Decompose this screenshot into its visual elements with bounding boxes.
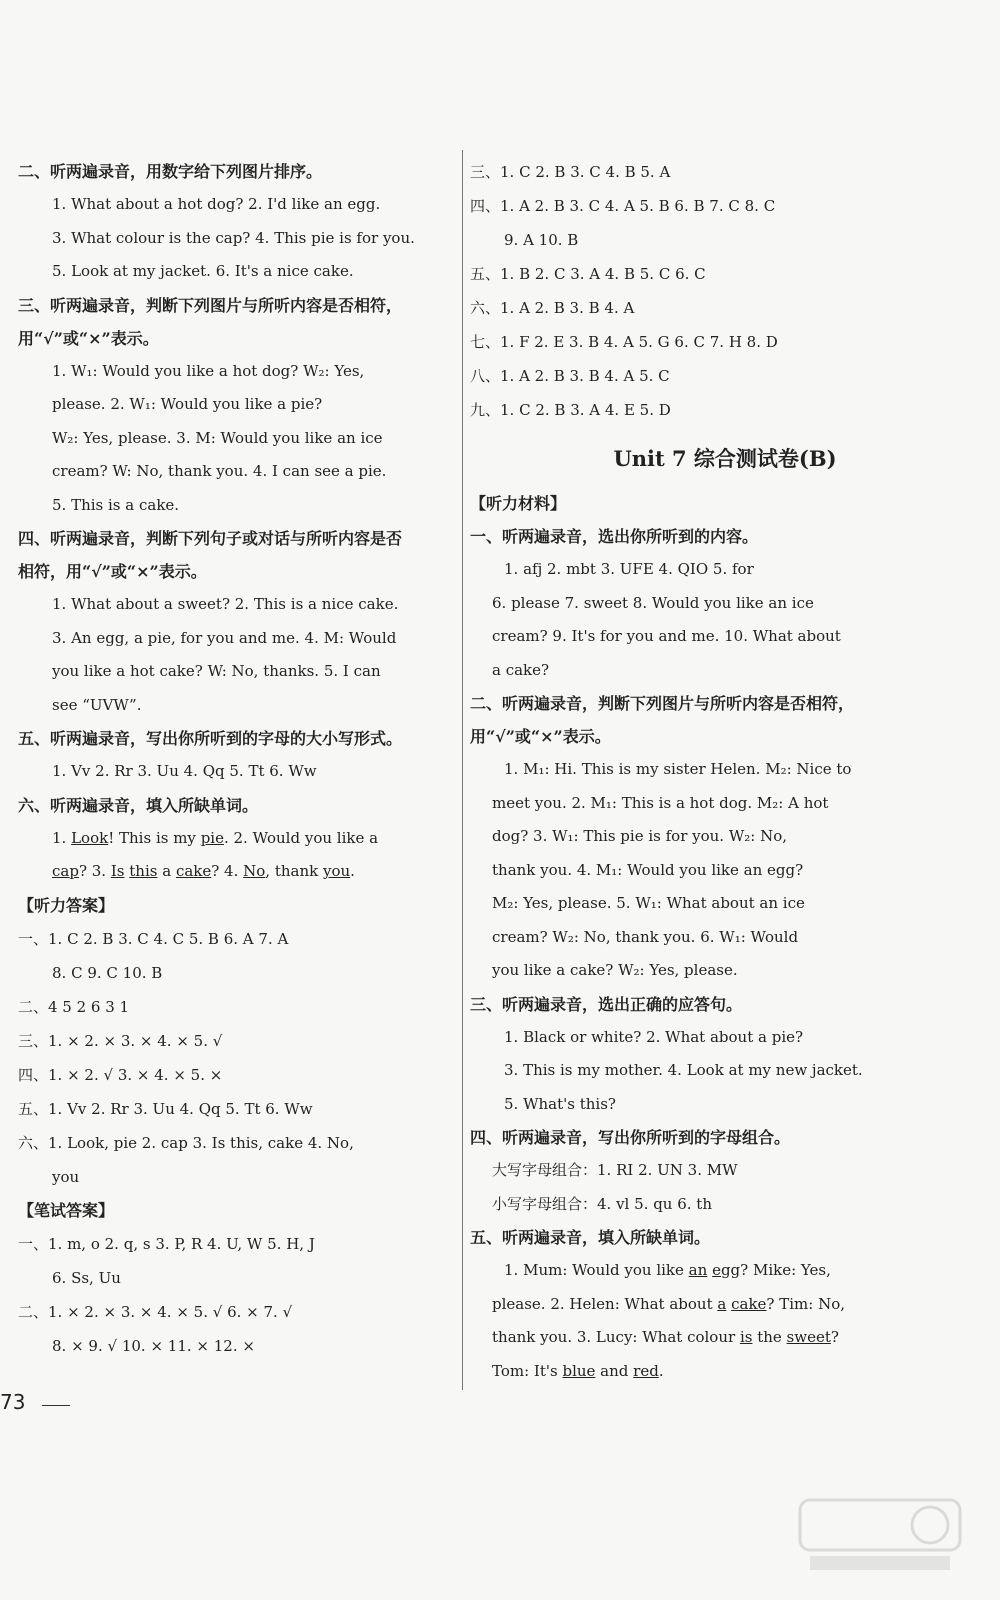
watermark-logo [790,1490,970,1580]
text-fragment: the [752,1328,787,1346]
text-line: you like a cake? W₂: Yes, please. [492,961,738,979]
fill-blank-line [470,1288,980,1322]
text-line: 1. What about a hot dog? 2. I'd like an egg. [52,195,381,213]
filled-word: an [688,1261,708,1279]
text-line: 大写字母组合：1. RI 2. UN 3. MW [492,1161,738,1179]
section-title: 二、听两遍录音，判断下列图片与所听内容是否相符， [470,694,855,713]
text-line: 1. M₁: Hi. This is my sister Helen. M₂: Nice to [504,760,852,778]
section-title: 三、听两遍录音，选出正确的应答句。 [470,994,743,1014]
text-line: meet you. 2. M₁: This is a hot dog. M₂: A hot [492,793,829,812]
section-title: 六、听两遍录音，填入所缺单词。 [18,795,259,815]
answer-line: 6. Ss, Uu [52,1268,121,1287]
answer-line: 六、1. Look, pie 2. cap 3. Is this, cake 4. No, [18,1133,354,1152]
text-line: thank you. 4. M₁: Would you like an egg? [492,860,804,879]
fill-blank-line [18,822,458,856]
fill-blank-line: cap? 3. Is this a cake? 4. No, thank you. [52,862,355,880]
section-title: 【听力答案】 [18,895,115,915]
text-line: you like a hot cake? W: No, thanks. 5. I can [52,662,381,680]
answer-line: 四、1. × 2. √ 3. × 4. × 5. × [18,1065,223,1084]
filled-word: is [739,1328,753,1346]
answer-line: 8. × 9. √ 10. × 11. × 12. × [52,1336,255,1355]
answer-line: 六、1. A 2. B 3. B 4. A [470,299,635,317]
section-title: 五、听两遍录音，写出你所听到的字母的大小写形式。 [18,729,403,748]
text-fragment: ! This is my [108,828,201,847]
text-fragment: please. 2. Helen: What about [492,1294,718,1313]
text-fragment: . 2. Would you like a [223,828,379,847]
text-line: 1. Black or white? 2. What about a pie? [504,1027,804,1046]
filled-word: pie [200,828,224,847]
filled-word: a [717,1294,727,1313]
unit-title: Unit 7 综合测试卷(B) [613,446,837,471]
filled-word: cake [731,1294,767,1313]
section-title: 四、听两遍录音，写出你所听到的字母组合。 [470,1128,791,1147]
text-fragment: a [162,862,176,880]
left-column [18,155,458,1363]
filled-word: blue [562,1361,596,1380]
text-line: a cake? [492,660,550,679]
answer-line: 一、1. m, o 2. q, s 3. P, R 4. U, W 5. H, J [18,1234,315,1253]
text-line: 6. please 7. sweet 8. Would you like an ice [492,593,814,612]
text-line: 5. What's this? [504,1094,616,1113]
answer-line: 八、1. A 2. B 3. B 4. A 5. C [470,367,670,385]
filled-word: Is [110,862,125,880]
text-line: see “UVW”. [52,695,142,714]
filled-word: No [243,862,266,880]
filled-word: Look [71,828,109,847]
text-fragment: ? 4. [211,862,244,880]
text-fragment: ? Tim: No, [766,1294,846,1313]
answer-line: 三、1. × 2. × 3. × 4. × 5. √ [18,1031,223,1050]
text-line: 1. Vv 2. Rr 3. Uu 4. Qq 5. Tt 6. Ww [52,762,317,780]
section-title: 用“√”或“×”表示。 [18,328,159,348]
page-number: 73 [0,1390,26,1414]
answer-line: 9. A 10. B [504,231,579,249]
text-line: 小写字母组合：4. vl 5. qu 6. th [492,1194,712,1213]
answer-line: you [52,1167,80,1186]
fill-blank-line [470,1355,980,1389]
answer-line: 七、1. F 2. E 3. B 4. A 5. G 6. C 7. H 8. D [470,333,778,351]
filled-word: cap [52,862,79,880]
answer-line: 一、1. C 2. B 3. C 4. C 5. B 6. A 7. A [18,929,289,948]
text-line: 3. What colour is the cap? 4. This pie is for you. [52,228,415,247]
fill-blank-line [470,1321,980,1355]
right-column [470,155,980,1388]
section-title: 【笔试答案】 [18,1200,115,1220]
text-line: 3. This is my mother. 4. Look at my new jacket. [504,1061,863,1079]
text-line: W₂: Yes, please. 3. M: Would you like an ice [52,428,383,447]
text-fragment: ? [830,1328,839,1346]
text-fragment: 1. Mum: Would you like [504,1261,689,1279]
section-title: 用“√”或“×”表示。 [470,727,611,746]
text-line: 3. An egg, a pie, for you and me. 4. M: Would [52,628,397,647]
text-line: cream? W: No, thank you. 4. I can see a pie. [52,462,387,480]
column-divider [462,150,463,1390]
page-number-rule [42,1405,70,1406]
fill-blank-line [470,1254,980,1288]
text-line: 1. afj 2. mbt 3. UFE 4. QIO 5. for [504,560,754,578]
answer-line: 二、1. × 2. × 3. × 4. × 5. √ 6. × 7. √ [18,1302,293,1321]
text-line: please. 2. W₁: Would you like a pie? [52,395,323,413]
text-line: cream? 9. It's for you and me. 10. What about [492,627,841,645]
text-fragment: 1. [52,828,72,847]
section-title: 相符，用“√”或“×”表示。 [18,562,207,581]
text-line: 5. This is a cake. [52,495,180,514]
answer-line: 四、1. A 2. B 3. C 4. A 5. B 6. B 7. C 8. C [470,197,776,215]
answer-line: 8. C 9. C 10. B [52,963,163,982]
text-line: M₂: Yes, please. 5. W₁: What about an ice [492,894,805,912]
answer-line: 九、1. C 2. B 3. A 4. E 5. D [470,401,671,419]
text-fragment: . [658,1361,664,1380]
text-fragment: and [595,1361,634,1380]
text-line: 5. Look at my jacket. 6. It's a nice cake. [52,262,354,280]
text-fragment: ? 3. [78,862,111,880]
section-title: 一、听两遍录音，选出你所听到的内容。 [470,527,759,546]
text-line: dog? 3. W₁: This pie is for you. W₂: No, [492,827,788,845]
section-title: 【听力材料】 [470,494,567,513]
text-fragment: ? Mike: Yes, [740,1261,831,1279]
text-line: cream? W₂: No, thank you. 6. W₁: Would [492,927,799,946]
filled-word: this [129,862,158,880]
text-line: 1. What about a sweet? 2. This is a nice cake. [52,595,399,613]
section-title: 二、听两遍录音，用数字给下列图片排序。 [18,162,323,181]
answer-line: 五、1. B 2. C 3. A 4. B 5. C 6. C [470,265,706,283]
filled-word: red [633,1361,659,1380]
answer-line: 三、1. C 2. B 3. C 4. B 5. A [470,163,671,181]
answer-line: 二、4 5 2 6 3 1 [18,997,130,1016]
answer-line: 五、1. Vv 2. Rr 3. Uu 4. Qq 5. Tt 6. Ww [18,1099,313,1118]
text-fragment: Tom: It's [492,1361,563,1380]
filled-word: cake [175,862,212,880]
filled-word: egg [712,1261,741,1279]
filled-word: you [322,862,351,880]
text-fragment: , thank [265,862,323,880]
section-title: 三、听两遍录音，判断下列图片与所听内容是否相符， [18,295,403,315]
section-title: 四、听两遍录音，判断下列句子或对话与所听内容是否 [18,529,403,548]
section-title: 五、听两遍录音，填入所缺单词。 [470,1228,711,1247]
text-fragment: thank you. 3. Lucy: What colour [492,1328,740,1346]
text-line: 1. W₁: Would you like a hot dog? W₂: Yes, [52,361,365,380]
filled-word: sweet [786,1328,831,1346]
